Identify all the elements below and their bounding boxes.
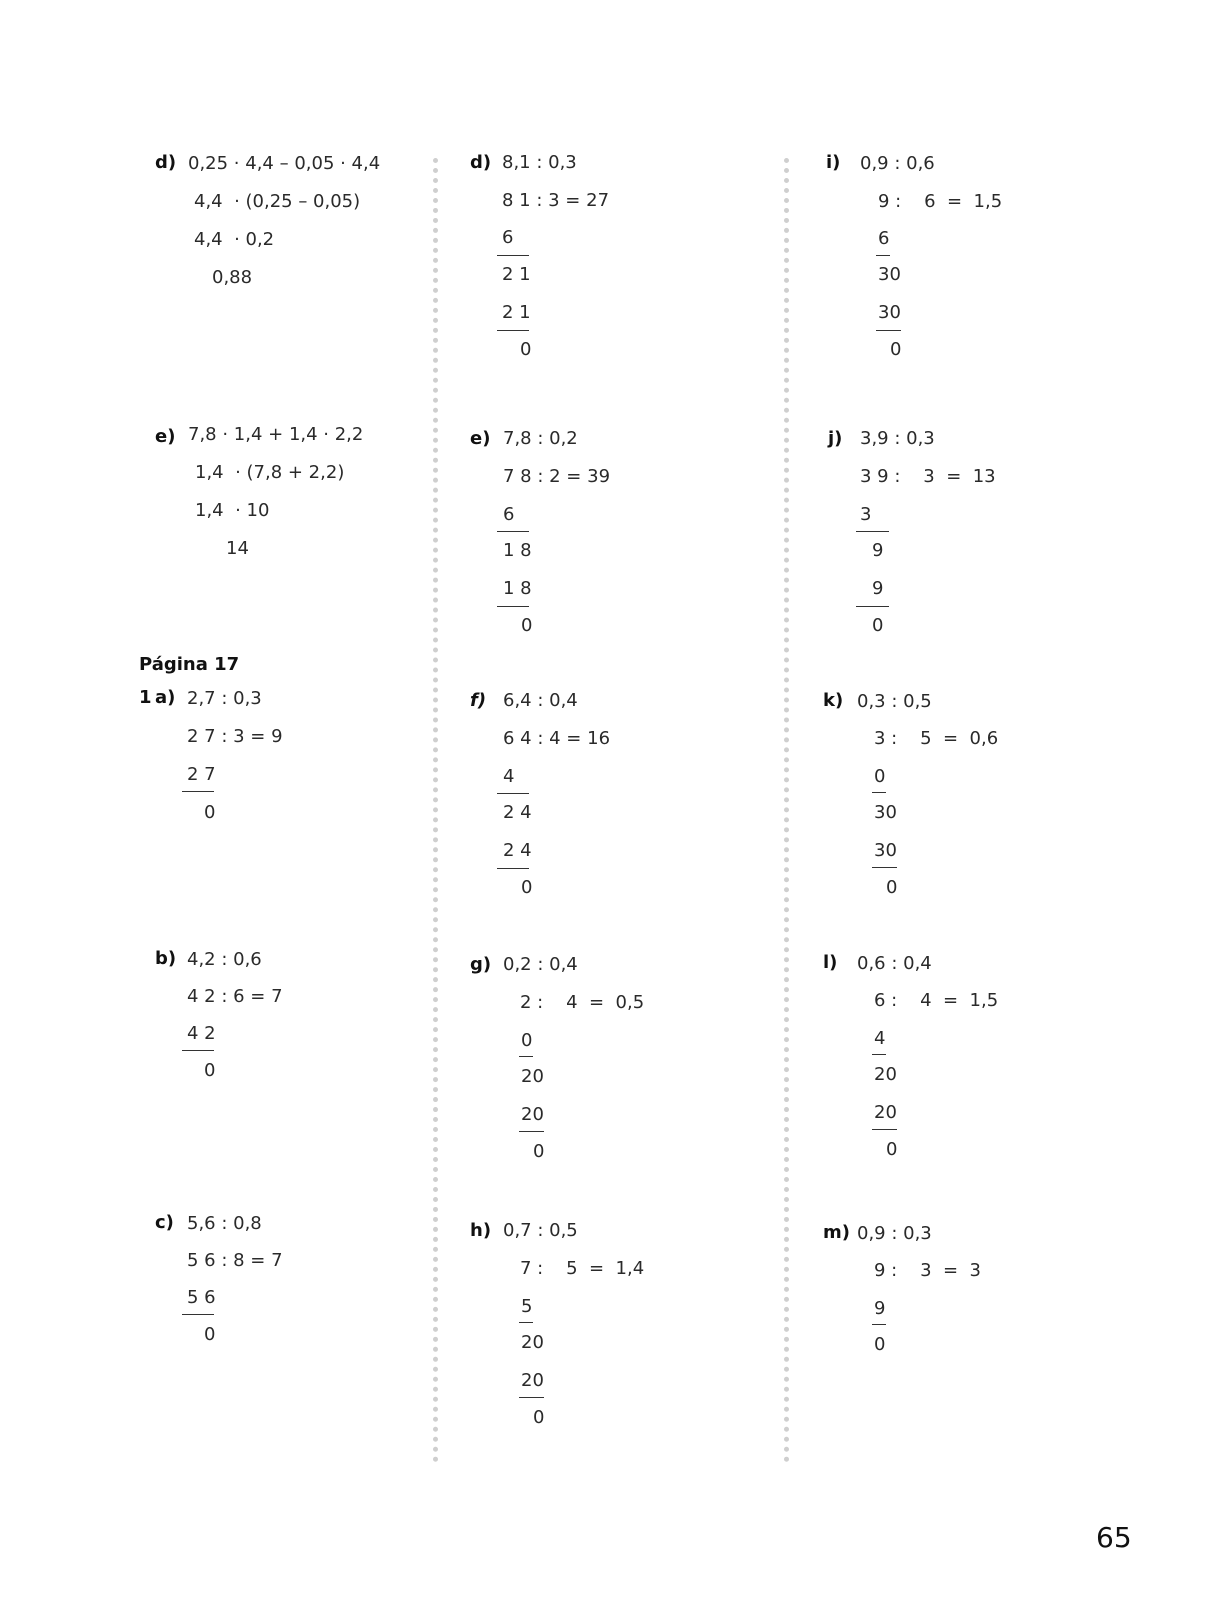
page-number: 65 bbox=[1096, 1521, 1132, 1554]
problem-col1-c bbox=[0, 1212, 430, 1345]
subtraction-rule bbox=[856, 606, 889, 607]
expression-line: 0,6 : 0,4 bbox=[857, 953, 932, 974]
problem-label: d) bbox=[470, 152, 492, 173]
problem-col2-e bbox=[440, 428, 780, 643]
problem-label: b) bbox=[155, 948, 177, 969]
subtraction-line: 30 bbox=[878, 302, 901, 323]
remainder-line: 0 bbox=[204, 802, 216, 823]
expression-line: 4,4 · (0,25 – 0,05) bbox=[194, 191, 361, 212]
remainder-line: 0 bbox=[533, 1141, 545, 1162]
expression-line: 0,25 · 4,4 – 0,05 · 4,4 bbox=[188, 153, 381, 174]
subtraction-rule bbox=[856, 531, 889, 532]
expression-line: 6,4 : 0,4 bbox=[503, 690, 578, 711]
remainder-line: 0 bbox=[521, 615, 533, 636]
problem-label: j) bbox=[828, 428, 843, 449]
problem-col2-d bbox=[440, 152, 780, 367]
subtraction-line: 30 bbox=[878, 264, 901, 285]
problem-label: a) bbox=[155, 687, 176, 708]
subtraction-rule bbox=[876, 255, 890, 256]
expression-line: 9 : 6 = 1,5 bbox=[878, 191, 1003, 212]
subtraction-line: 0 bbox=[521, 1030, 533, 1051]
subtraction-line: 6 bbox=[503, 504, 515, 525]
expression-line: 0,9 : 0,6 bbox=[860, 153, 935, 174]
exercise-number: 1 bbox=[139, 687, 152, 708]
remainder-line: 0 bbox=[890, 339, 902, 360]
problem-label: d) bbox=[155, 152, 177, 173]
subtraction-rule bbox=[182, 791, 214, 792]
expression-line: 0,9 : 0,3 bbox=[857, 1223, 932, 1244]
problem-label: e) bbox=[470, 428, 491, 449]
result-line: 0,88 bbox=[212, 267, 253, 288]
subtraction-line: 20 bbox=[521, 1066, 544, 1087]
subtraction-rule bbox=[497, 531, 529, 532]
expression-line: 3 : 5 = 0,6 bbox=[874, 728, 999, 749]
expression-line: 4,4 · 0,2 bbox=[194, 229, 275, 250]
expression-line: 5,6 : 0,8 bbox=[187, 1213, 262, 1234]
problem-col1-a bbox=[0, 687, 430, 823]
subtraction-line: 6 bbox=[502, 227, 514, 248]
expression-line: 6 : 4 = 1,5 bbox=[874, 990, 999, 1011]
subtraction-line: 20 bbox=[521, 1104, 544, 1125]
subtraction-rule bbox=[182, 1050, 214, 1051]
remainder-line: 0 bbox=[520, 339, 532, 360]
subtraction-line: 5 6 bbox=[187, 1287, 216, 1308]
column-separator-right bbox=[784, 158, 789, 1463]
subtraction-rule bbox=[519, 1322, 533, 1323]
problem-label: h) bbox=[470, 1220, 492, 1241]
subtraction-rule bbox=[872, 1054, 886, 1055]
problem-col3-m bbox=[790, 1222, 1190, 1362]
subtraction-line: 4 bbox=[503, 766, 515, 787]
subtraction-line: 2 4 bbox=[503, 840, 532, 861]
subtraction-rule bbox=[497, 330, 529, 331]
expression-line: 4 2 : 6 = 7 bbox=[187, 986, 283, 1007]
remainder-line: 0 bbox=[204, 1324, 216, 1345]
subtraction-line: 1 8 bbox=[503, 540, 532, 561]
problem-col2-f bbox=[440, 690, 780, 905]
subtraction-rule bbox=[497, 255, 529, 256]
subtraction-line: 30 bbox=[874, 802, 897, 823]
expression-line: 1,4 · (7,8 + 2,2) bbox=[195, 462, 345, 483]
problem-label: i) bbox=[826, 152, 841, 173]
remainder-line: 0 bbox=[886, 877, 898, 898]
subtraction-line: 0 bbox=[874, 766, 886, 787]
subtraction-line: 5 bbox=[521, 1296, 533, 1317]
subtraction-line: 30 bbox=[874, 840, 897, 861]
expression-line: 3,9 : 0,3 bbox=[860, 428, 935, 449]
subtraction-rule bbox=[872, 867, 897, 868]
expression-line: 2 7 : 3 = 9 bbox=[187, 726, 283, 747]
expression-line: 0,7 : 0,5 bbox=[503, 1220, 578, 1241]
column-2 bbox=[440, 0, 780, 1600]
problem-col1-e bbox=[0, 424, 430, 574]
problem-col2-h bbox=[440, 1220, 780, 1435]
subtraction-line: 9 bbox=[874, 1298, 886, 1319]
subtraction-line: 20 bbox=[874, 1064, 897, 1085]
problem-label: f) bbox=[470, 690, 487, 711]
subtraction-rule bbox=[519, 1131, 544, 1132]
expression-line: 2,7 : 0,3 bbox=[187, 688, 262, 709]
expression-line: 2 : 4 = 0,5 bbox=[520, 992, 645, 1013]
subtraction-line: 2 1 bbox=[502, 264, 531, 285]
remainder-line: 0 bbox=[886, 1139, 898, 1160]
problem-col3-j bbox=[790, 428, 1190, 643]
column-1 bbox=[0, 0, 430, 1600]
problem-col1-b bbox=[0, 948, 430, 1081]
problem-col3-k bbox=[790, 690, 1190, 905]
expression-line: 4,2 : 0,6 bbox=[187, 949, 262, 970]
expression-line: 0,3 : 0,5 bbox=[857, 691, 932, 712]
remainder-line: 0 bbox=[874, 1334, 886, 1355]
subtraction-rule bbox=[497, 606, 529, 607]
subtraction-line: 9 bbox=[872, 578, 884, 599]
subtraction-line: 3 bbox=[860, 504, 872, 525]
problem-label: c) bbox=[155, 1212, 174, 1233]
expression-line: 7 8 : 2 = 39 bbox=[503, 466, 611, 487]
expression-line: 7 : 5 = 1,4 bbox=[520, 1258, 645, 1279]
result-line: 14 bbox=[226, 538, 249, 559]
expression-line: 7,8 · 1,4 + 1,4 · 2,2 bbox=[188, 424, 364, 445]
subtraction-rule bbox=[182, 1314, 214, 1315]
problem-col3-l bbox=[790, 952, 1190, 1167]
problem-label: e) bbox=[155, 426, 176, 447]
problem-label: k) bbox=[823, 690, 844, 711]
subtraction-rule bbox=[519, 1056, 533, 1057]
subtraction-rule bbox=[872, 1129, 897, 1130]
expression-line: 3 9 : 3 = 13 bbox=[860, 466, 996, 487]
problem-label: g) bbox=[470, 954, 492, 975]
column-separator-left bbox=[433, 158, 438, 1463]
expression-line: 6 4 : 4 = 16 bbox=[503, 728, 611, 749]
subtraction-line: 4 bbox=[874, 1028, 886, 1049]
subtraction-line: 20 bbox=[521, 1332, 544, 1353]
expression-line: 8 1 : 3 = 27 bbox=[502, 190, 610, 211]
subtraction-line: 1 8 bbox=[503, 578, 532, 599]
subtraction-rule bbox=[872, 1324, 886, 1325]
expression-line: 1,4 · 10 bbox=[195, 500, 270, 521]
problem-col1-d bbox=[0, 152, 430, 302]
subtraction-rule bbox=[497, 868, 529, 869]
problem-label: l) bbox=[823, 952, 838, 973]
subtraction-line: 6 bbox=[878, 228, 890, 249]
remainder-line: 0 bbox=[872, 615, 884, 636]
expression-line: 8,1 : 0,3 bbox=[502, 152, 577, 173]
subtraction-line: 2 1 bbox=[502, 302, 531, 323]
remainder-line: 0 bbox=[204, 1060, 216, 1081]
problem-col2-g bbox=[440, 954, 780, 1169]
expression-line: 5 6 : 8 = 7 bbox=[187, 1250, 283, 1271]
remainder-line: 0 bbox=[521, 877, 533, 898]
problem-label: m) bbox=[823, 1222, 850, 1243]
subtraction-line: 2 4 bbox=[503, 802, 532, 823]
expression-line: 9 : 3 = 3 bbox=[874, 1260, 981, 1281]
problem-col3-i bbox=[790, 152, 1190, 367]
subtraction-rule bbox=[519, 1397, 544, 1398]
expression-line: 0,2 : 0,4 bbox=[503, 954, 578, 975]
subtraction-rule bbox=[497, 793, 529, 794]
subtraction-line: 20 bbox=[874, 1102, 897, 1123]
subtraction-line: 9 bbox=[872, 540, 884, 561]
subtraction-rule bbox=[872, 792, 886, 793]
subtraction-rule bbox=[876, 330, 901, 331]
section-heading: Página 17 bbox=[139, 654, 240, 675]
subtraction-line: 2 7 bbox=[187, 764, 216, 785]
subtraction-line: 20 bbox=[521, 1370, 544, 1391]
expression-line: 7,8 : 0,2 bbox=[503, 428, 578, 449]
column-3 bbox=[790, 0, 1190, 1600]
remainder-line: 0 bbox=[533, 1407, 545, 1428]
subtraction-line: 4 2 bbox=[187, 1023, 216, 1044]
